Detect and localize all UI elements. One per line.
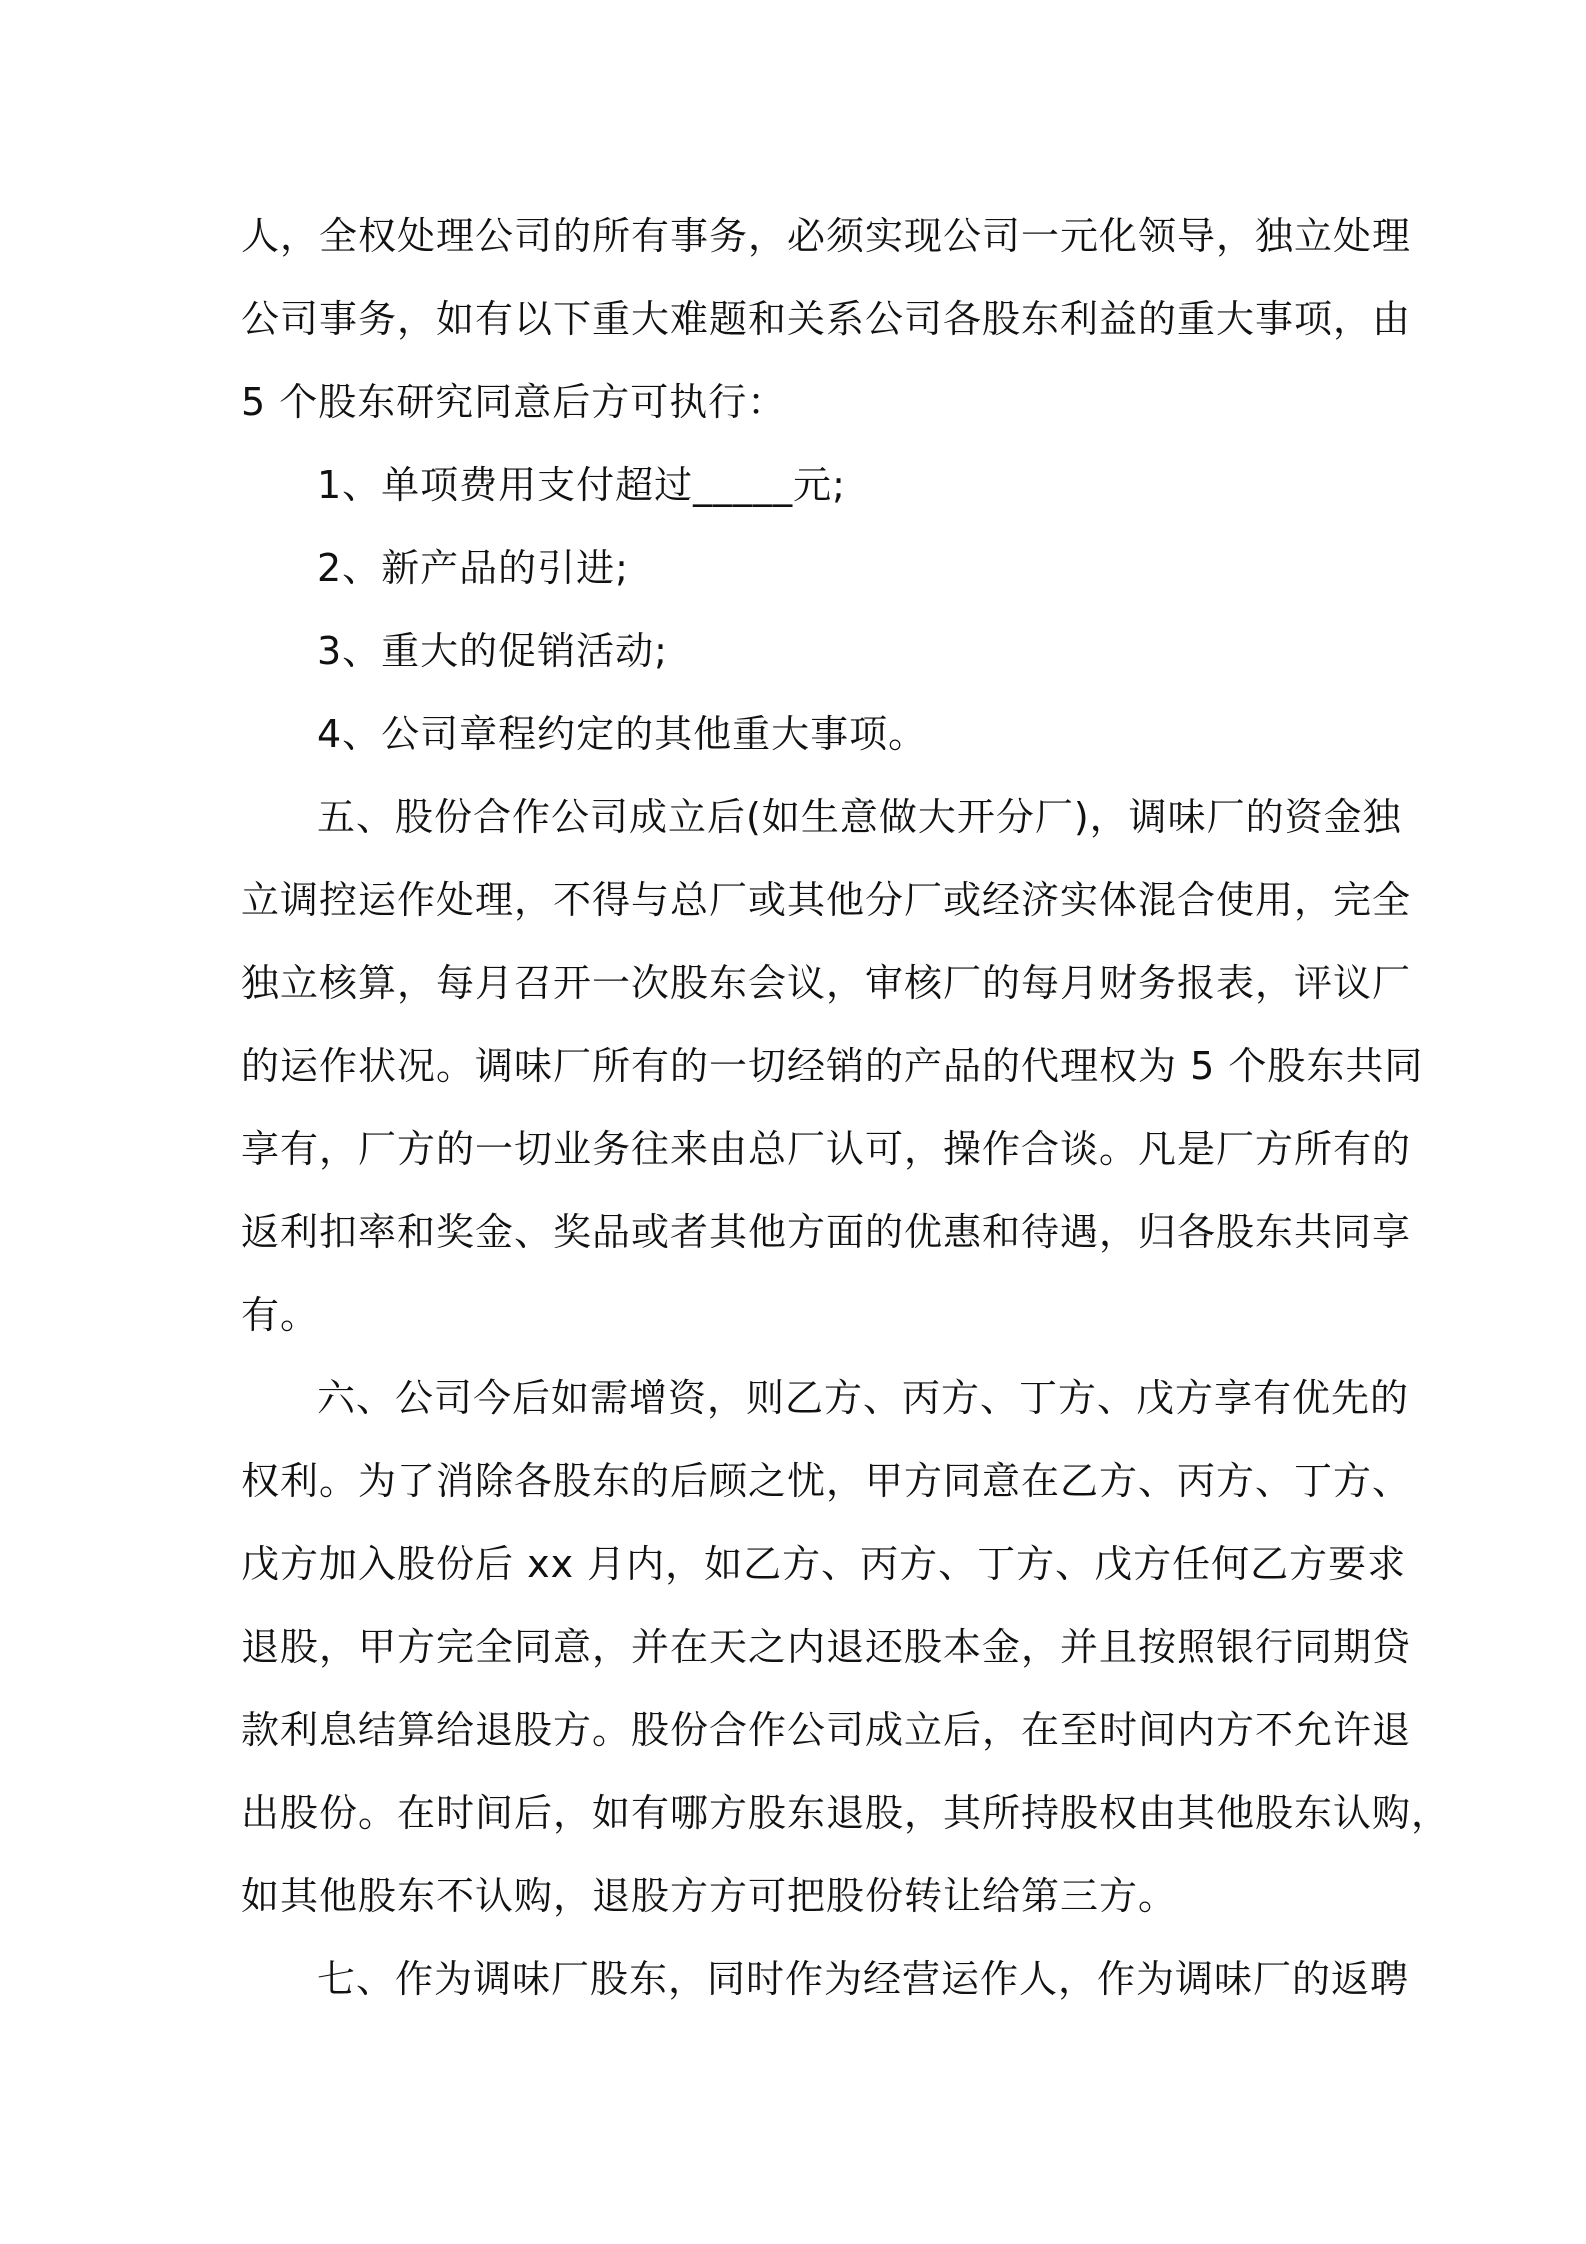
text-line: 公司事务，如有以下重大难题和关系公司各股东利益的重大事项，由	[241, 297, 1412, 341]
list-item: 2、新产品的引进;	[317, 546, 629, 590]
section-heading-line: 六、公司今后如需增资，则乙方、丙方、丁方、戊方享有优先的	[317, 1376, 1410, 1420]
list-item: 1、单项费用支付超过_____元;	[317, 463, 846, 507]
text-line: 戊方加入股份后 xx 月内，如乙方、丙方、丁方、戊方任何乙方要求	[241, 1542, 1407, 1586]
document-body	[241, 195, 1451, 2021]
text-line: 人，全权处理公司的所有事务，必须实现公司一元化领导，独立处理	[241, 214, 1412, 258]
text-line: 权利。为了消除各股东的后顾之忧，甲方同意在乙方、丙方、丁方、	[241, 1459, 1412, 1503]
list-item: 3、重大的促销活动;	[317, 629, 668, 673]
text-line: 5 个股东研究同意后方可执行：	[241, 380, 787, 424]
text-line: 如其他股东不认购，退股方方可把股份转让给第三方。	[241, 1874, 1178, 1918]
text-line: 享有，厂方的一切业务往来由总厂认可，操作合谈。凡是厂方所有的	[241, 1127, 1412, 1171]
list-item: 4、公司章程约定的其他重大事项。	[317, 712, 928, 756]
text-line: 独立核算，每月召开一次股东会议，审核厂的每月财务报表，评议厂	[241, 961, 1412, 1005]
text-line: 有。	[241, 1293, 320, 1337]
section-heading-line: 七、作为调味厂股东，同时作为经营运作人，作为调味厂的返聘	[317, 1957, 1410, 2001]
text-line: 的运作状况。调味厂所有的一切经销的产品的代理权为 5 个股东共同	[241, 1044, 1424, 1088]
section-heading-line: 五、股份合作公司成立后(如生意做大开分厂)，调味厂的资金独	[317, 795, 1402, 839]
text-line: 返利扣率和奖金、奖品或者其他方面的优惠和待遇，归各股东共同享	[241, 1210, 1412, 1254]
text-line: 出股份。在时间后，如有哪方股东退股，其所持股权由其他股东认购，	[241, 1791, 1451, 1835]
text-line: 立调控运作处理，不得与总厂或其他分厂或经济实体混合使用，完全	[241, 878, 1412, 922]
text-line: 款利息结算给退股方。股份合作公司成立后，在至时间内方不允许退	[241, 1708, 1412, 1752]
text-line: 退股，甲方完全同意，并在天之内退还股本金，并且按照银行同期贷	[241, 1625, 1412, 1669]
